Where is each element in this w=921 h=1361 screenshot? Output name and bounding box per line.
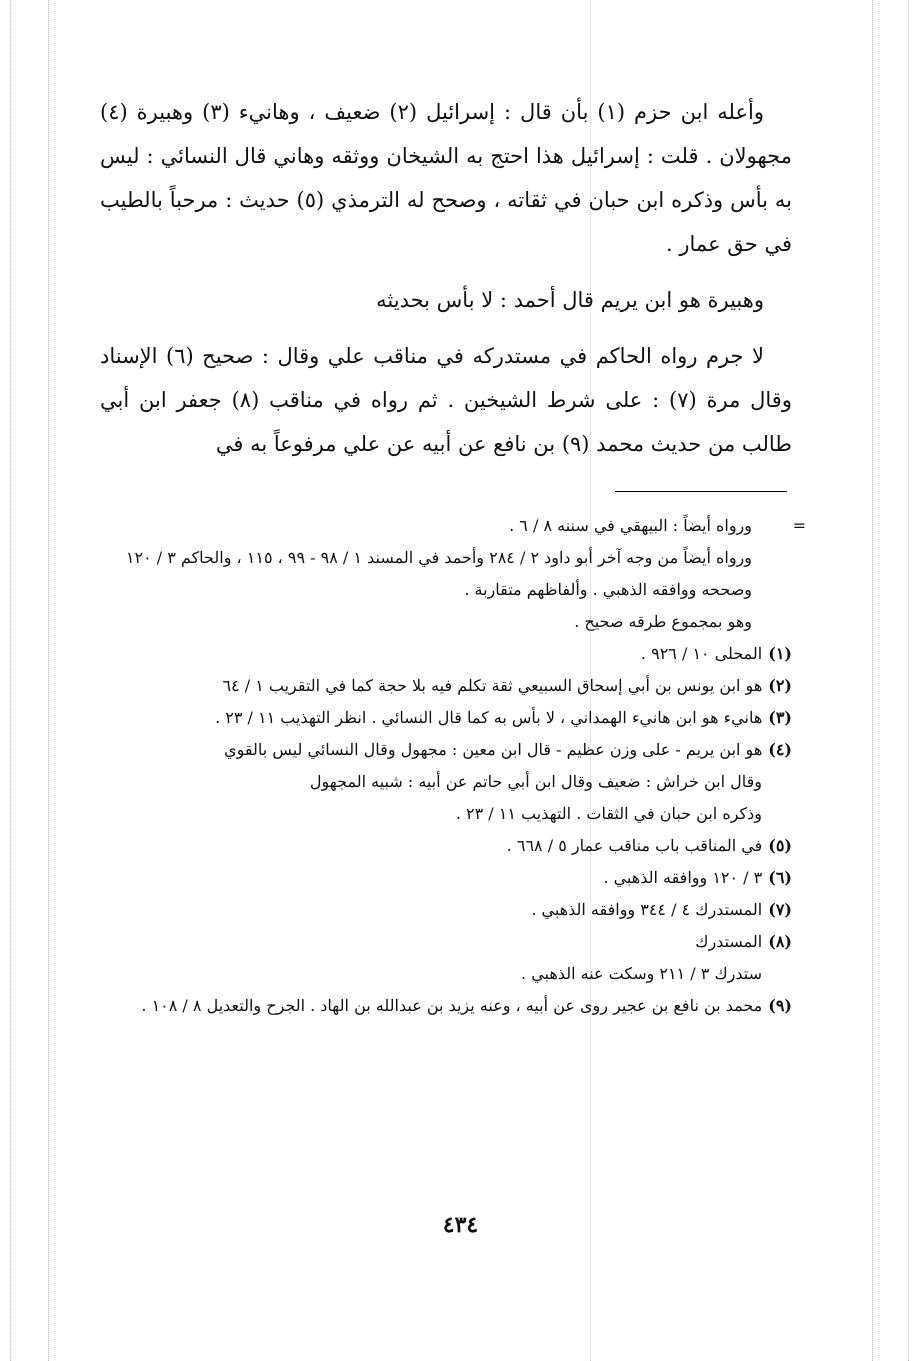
continuation-line: وهو بمجموع طرقه صحيح . [574, 612, 752, 631]
footnote-2 [100, 670, 792, 702]
footnote-number: (٤) [768, 740, 792, 759]
paragraph-2: وهبيرة هو ابن يريم قال أحمد : لا بأس بحديثه [376, 288, 764, 312]
footnote-text: هانيء هو ابن هانيء الهمداني ، لا بأس به كما قال النسائي . انظر التهذيب ١١ / ٢٣ . [215, 708, 763, 727]
footnote-number: (٢) [768, 676, 792, 695]
scan-margin-line [48, 0, 49, 1361]
footnote-number: (٦) [768, 868, 792, 887]
scan-margin-line [10, 0, 11, 1361]
footnotes [100, 510, 806, 1022]
footnote-1 [100, 638, 792, 670]
footnote-number: (٩) [768, 996, 792, 1015]
footnote-6 [100, 862, 792, 894]
page-number: ٤٣٤ [442, 1212, 479, 1238]
continuation-line: ورواه أيضاً : البيهقي في سننه ٨ / ٦ . [509, 516, 752, 535]
footnote-number: (٨) [768, 932, 792, 951]
continuation-mark: = [792, 516, 806, 535]
footnote-line: وقال ابن خراش : ضعيف وقال ابن أبي حاتم عن أبيه : شبيه المجهول [309, 772, 762, 791]
footnote-text: هو ابن يونس بن أبي إسحاق السبيعي ثقة تكلم فيه بلا حجة كما في التقريب ١ / ٦٤ [222, 676, 763, 695]
footnote-text: ٣ / ١٢٠ ووافقه الذهبي . [603, 868, 763, 887]
footnote-9 [100, 990, 792, 1022]
footnote-number: (٥) [768, 836, 792, 855]
continuation-line: ورواه أيضاً من وجه آخر أبو داود ٢ / ٢٨٤ وأحمد في المسند ١ / ٩٨ - ٩٩ ، ١١٥ ، والحاكم ٣ / ١٢٠ وصححه ووافقه الذهبي . وألفاظهم متقاربة . [125, 548, 752, 599]
footnote-4 [100, 734, 792, 766]
footnote-text: هو ابن يريم - على وزن عظيم - قال ابن معين : مجهول وقال النسائي ليس بالقوي [224, 740, 763, 759]
footnote-line: ستدرك ٣ / ٢١١ وسكت عنه الذهبي . [521, 964, 762, 983]
footnote-7 [100, 894, 792, 926]
footnote-text: محمد بن نافع بن عجير روى عن أبيه ، وعنه يزيد بن عبدالله بن الهاد . الجرح والتعديل ٨ / ١٠٨ . [141, 996, 763, 1015]
footnote-text: المستدرك ٤ / ٣٤٤ ووافقه الذهبي . [531, 900, 763, 919]
main-text [100, 90, 792, 466]
footnote-text: في المناقب باب مناقب عمار ٥ / ٦٦٨ . [506, 836, 763, 855]
footnote-3 [100, 702, 792, 734]
footnote-5 [100, 830, 792, 862]
paragraph-3: لا جرم رواه الحاكم في مستدركه في مناقب علي وقال : صحيح (٦) الإسناد وقال مرة (٧) : على شرط الشيخين . ثم رواه في مناقب (٨) جعفر ابن أبي طالب من حديث محمد (٩) بن نافع عن أبيه عن علي مرفوعاً به في [100, 344, 792, 456]
footnote-text: المحلى ١٠ / ٩٢٦ . [640, 644, 763, 663]
footnote-text: المستدرك [695, 932, 763, 951]
scan-margin-line [908, 0, 909, 1361]
footnote-number: (٧) [768, 900, 792, 919]
footnote-8 [100, 926, 792, 958]
footnote-separator [615, 491, 787, 492]
footnote-number: (١) [768, 644, 792, 663]
footnote-line: وذكره ابن حبان في الثقات . التهذيب ١١ / ٢٣ . [455, 804, 762, 823]
paragraph-1: وأعله ابن حزم (١) بأن قال : إسرائيل (٢) ضعيف ، وهانيء (٣) وهبيرة (٤) مجهولان . قلت : إسرائيل هذا احتج به الشيخان ووثقه وهاني قال النسائي : ليس به بأس وذكره ابن حبان في ثقاته ، وصحح له الترمذي (٥) حديث : مرحباً بالطيب في حق عمار . [100, 100, 792, 256]
scan-margin-line [872, 0, 873, 1361]
footnote-number: (٣) [768, 708, 792, 727]
